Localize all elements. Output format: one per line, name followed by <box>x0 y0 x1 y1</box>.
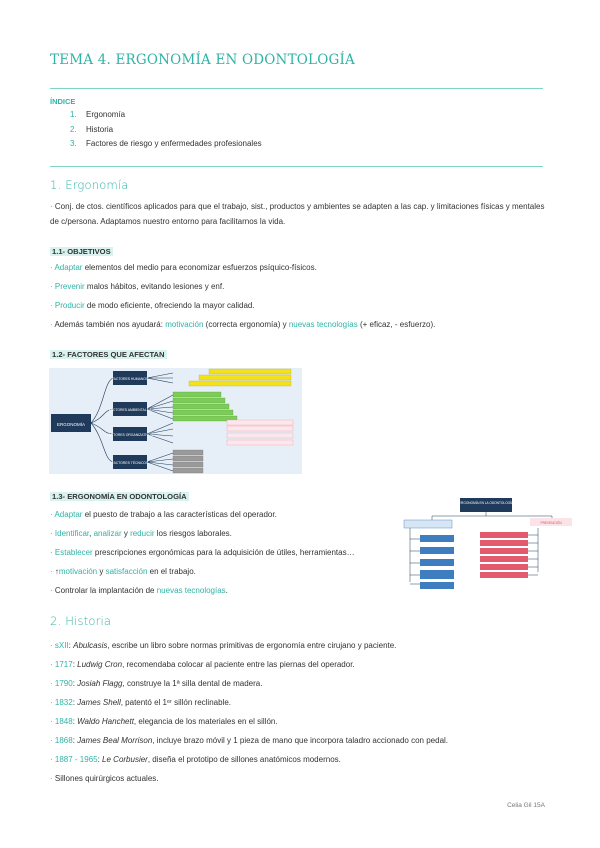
bullet-line: · Adaptar elementos del medio para economizar esfuerzos psíquico-físicos. <box>50 263 317 272</box>
bullet-line: · Además también nos ayudará: motivación (correcta ergonomía) y nuevas tecnologías (+ eficaz, - esfuerzo). <box>50 320 436 329</box>
diagram-node-label: FACTORES ORGANIZATIVOS <box>106 433 154 437</box>
factors-diagram <box>49 368 302 474</box>
diagram2-right-label: PREVENCIÓN <box>540 521 562 525</box>
section-title: 1. Ergonomía <box>50 178 129 192</box>
index-item: 3. Factores de riesgo y enfermedades profesionales <box>70 139 262 148</box>
section-title: 2. Historia <box>50 614 112 628</box>
divider <box>50 166 543 167</box>
bullet-line: · Producir de modo eficiente, ofreciendo la mayor calidad. <box>50 301 255 310</box>
bullet-line: · Controlar la implantación de nuevas tecnologías. <box>50 586 228 595</box>
history-item: · 1868: James Beal Morrison, incluye brazo móvil y 1 pieza de mano que incorpora taladro accionado con pedal. <box>50 736 449 745</box>
diagram-node-label: FACTORES TÉCNICOS <box>111 461 149 465</box>
history-item: · 1848: Waldo Hanchett, elegancia de los materiales en el sillón. <box>50 717 278 726</box>
subsection-title: 1.3- ERGONOMÍA EN ODONTOLOGÍA <box>52 492 187 501</box>
footer-author: Celia Gil 15A <box>507 802 545 809</box>
history-item: · 1790: Josiah Flagg, construye la 1ª silla dental de madera. <box>50 679 263 688</box>
history-item: · 1887 - 1965: Le Corbusier, diseña el prototipo de sillones anatómicos modernos. <box>50 755 341 764</box>
diagram-root-label: ERGONOMÍA <box>56 422 86 427</box>
subsection-title: 1.1- OBJETIVOS <box>52 247 111 256</box>
odontology-diagram <box>402 496 578 592</box>
history-item: · 1717: Ludwig Cron, recomendaba colocar al paciente entre las piernas del operador. <box>50 660 355 669</box>
diagram-node-label: FACTORES HUMANOS <box>111 377 149 381</box>
bullet-line: · Establecer prescripciones ergonómicas para la adquisición de útiles, herramientas… <box>50 548 355 557</box>
page-title: TEMA 4. ERGONOMÍA EN ODONTOLOGÍA <box>50 52 355 68</box>
paragraph: · Conj. de ctos. científicos aplicados para que el trabajo, sist., productos y ambientes se adapten a las cap. y limitaciones físicas y mentales de c/persona. Adaptamos nuestro entorno para facilitarnos la vida. <box>50 202 545 226</box>
diagram2-title: ERGONOMÍA EN LA ODONTOLOGÍA <box>458 501 514 505</box>
divider <box>50 88 543 89</box>
history-item: · sXII: Abulcasis, escribe un libro sobre normas primitivas de ergonomía entre cirujano y paciente. <box>50 641 397 650</box>
bullet-line: · Prevenir malos hábitos, evitando lesiones y enf. <box>50 282 225 291</box>
subsection-title: 1.2- FACTORES QUE AFECTAN <box>52 350 165 359</box>
bullet-line: · Adaptar el puesto de trabajo a las características del operador. <box>50 510 277 519</box>
bullet-line: · Identificar, analizar y reducir los riesgos laborales. <box>50 529 232 538</box>
index-label: ÍNDICE <box>50 97 76 106</box>
diagram-node-label: FACTORES AMBIENTALES <box>108 408 152 412</box>
index-item: 2. Historia <box>70 125 114 134</box>
history-item: · 1832: James Shell, patentó el 1ᵉʳ sillón reclinable. <box>50 698 232 707</box>
index-item: 1. Ergonomía <box>70 110 126 119</box>
bullet-line: · ↑motivación y satisfacción en el trabajo. <box>50 567 196 576</box>
history-item: · Sillones quirúrgicos actuales. <box>50 774 159 783</box>
